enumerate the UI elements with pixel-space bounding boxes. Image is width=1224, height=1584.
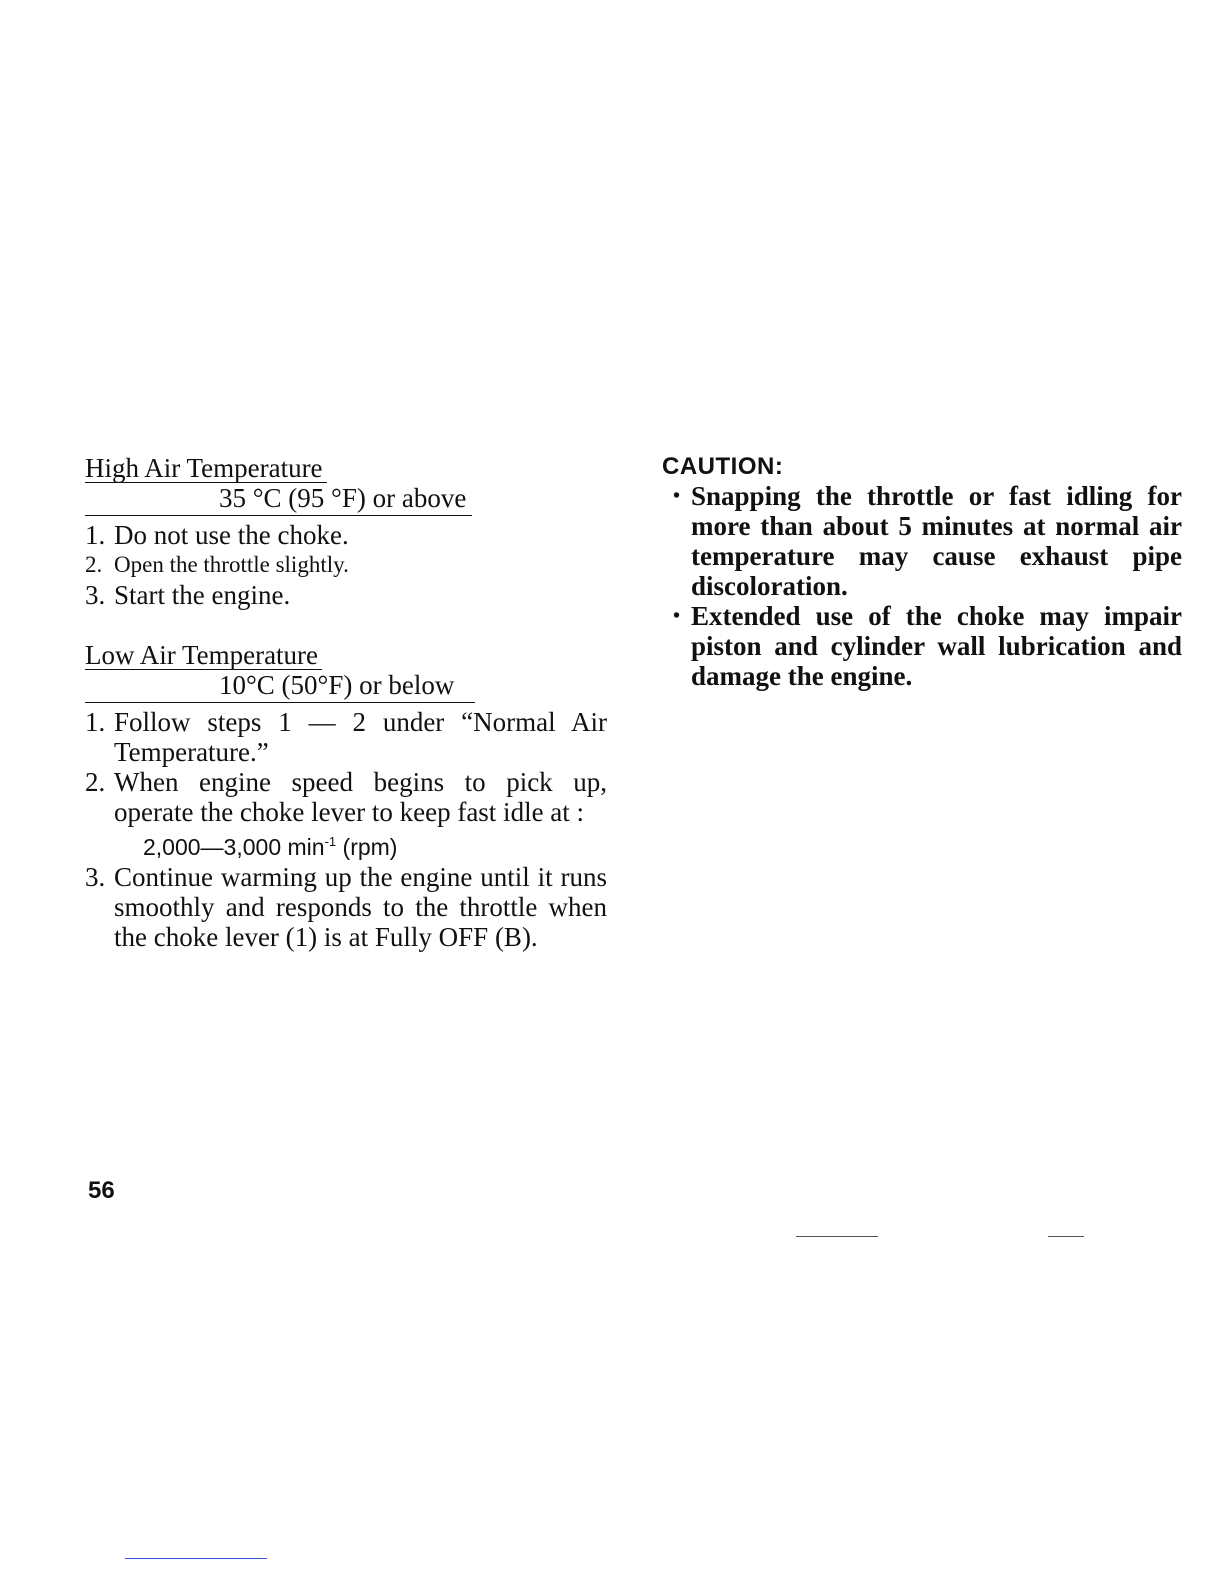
step-text: Start the engine.: [114, 580, 291, 610]
step-text: Do not use the choke.: [114, 520, 349, 550]
left-column: [85, 453, 607, 952]
step-text: Open the throttle slightly.: [114, 552, 349, 577]
rpm-spec: [85, 827, 607, 862]
high-air-condition: 35 °C (95 °F) or above: [219, 483, 467, 513]
high-air-steps: [85, 520, 607, 610]
high-air-title: High Air Temperature: [85, 454, 327, 483]
scan-artifact-line: [796, 1236, 878, 1237]
high-air-section: [85, 453, 607, 610]
page-number: 56: [88, 1177, 115, 1204]
low-air-rule: [85, 702, 475, 703]
step-text: Continue warming up the engine until it runs smoothly and responds to the throttle when the choke lever (1) is at Fully OFF (B).: [114, 862, 607, 952]
scan-artifact-line: [125, 1558, 267, 1559]
low-air-condition: 10°C (50°F) or below: [219, 670, 455, 700]
scan-artifact-line: [1048, 1236, 1084, 1237]
caution-text: Snapping the throttle or fast idling for more than about 5 minutes at normal air temperature may cause exhaust pipe discoloration.: [691, 481, 1182, 601]
caution-item: [662, 481, 1182, 601]
step-item: [85, 580, 607, 610]
step-item: [85, 767, 607, 827]
low-air-title: Low Air Temperature: [85, 641, 322, 670]
caution-title: CAUTION:: [662, 453, 784, 480]
step-number: 1.: [85, 520, 106, 550]
step-item: [85, 707, 607, 767]
step-number: 2.: [85, 552, 103, 577]
step-item: [85, 520, 607, 550]
low-air-section: [85, 640, 607, 952]
caution-list: [662, 481, 1182, 691]
rpm-value: 2,000—3,000 min: [143, 834, 325, 860]
high-air-rule: [85, 515, 472, 516]
step-number: 2.: [85, 767, 106, 797]
low-air-steps: [85, 707, 607, 952]
bullet-icon: •: [672, 605, 680, 627]
step-number: 1.: [85, 707, 106, 737]
step-number: 3.: [85, 862, 106, 892]
step-number: 3.: [85, 580, 106, 610]
step-text: Follow steps 1 — 2 under “Normal Air Temperature.”: [114, 707, 607, 767]
caution-box: [662, 453, 1182, 691]
caution-item: [662, 601, 1182, 691]
bullet-icon: •: [672, 485, 680, 507]
step-item: [85, 862, 607, 952]
rpm-exponent: -1: [324, 834, 337, 849]
caution-text: Extended use of the choke may impair piston and cylinder wall lubrication and damage the engine.: [691, 601, 1182, 691]
step-item: [85, 550, 607, 580]
step-text: When engine speed begins to pick up, operate the choke lever to keep fast idle at :: [114, 767, 607, 827]
rpm-unit: (rpm): [336, 834, 398, 860]
